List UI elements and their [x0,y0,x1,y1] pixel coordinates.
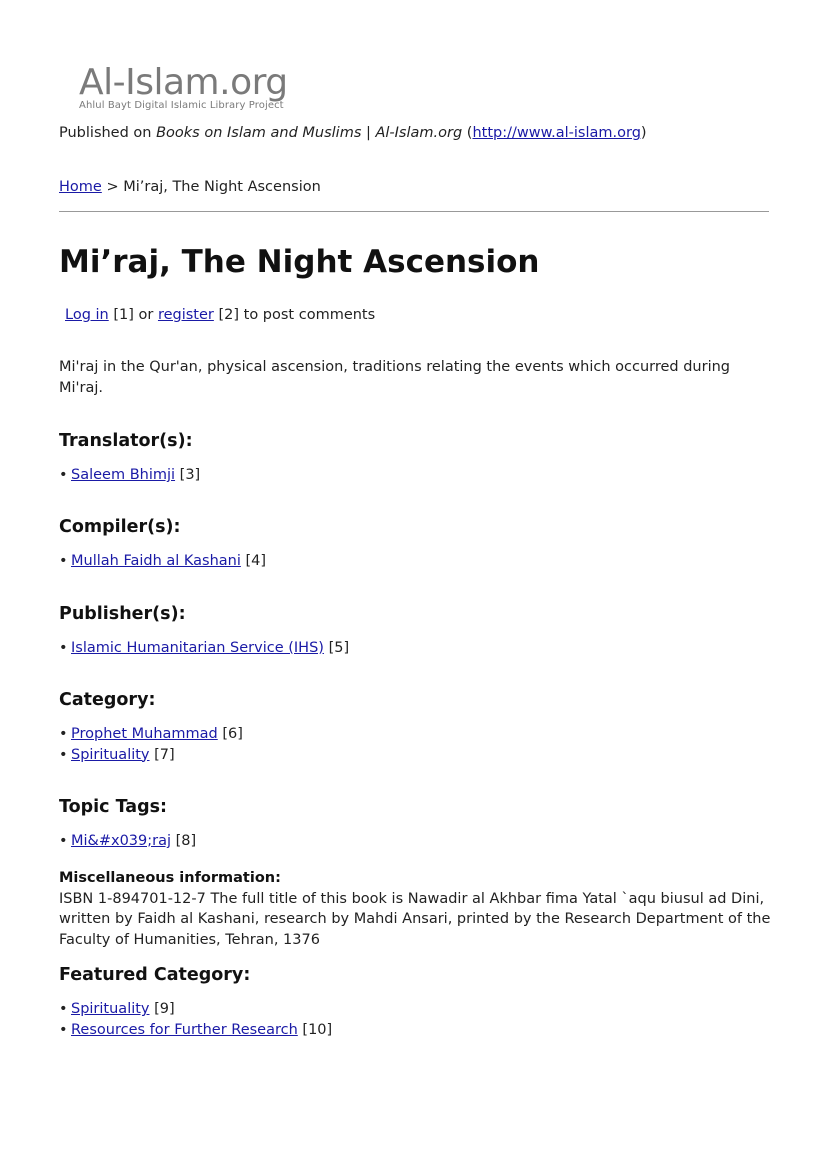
bullet: • [59,833,68,849]
compilers-section [59,517,771,572]
compilers-list [59,551,771,572]
page-title: Mi’raj, The Night Ascension [59,244,540,280]
topic-tags-section [59,797,771,852]
category-section [59,690,771,765]
site-logo[interactable] [79,64,288,111]
featured-link-spirituality[interactable]: Spirituality [71,1001,150,1017]
list-item [59,999,771,1020]
topic-tag-link[interactable]: Mi&#x039;raj [71,833,172,849]
featured-category-section [59,965,771,1040]
bullet: • [59,1001,68,1017]
featured-category-heading: Featured Category: [59,965,251,985]
publishers-section [59,604,771,659]
login-ref: [1] [113,307,134,323]
featured-category-list [59,999,771,1040]
breadcrumb [59,179,321,195]
bullet: • [59,726,68,742]
published-url-link[interactable]: http://www.al-islam.org [472,125,641,141]
list-item [59,1020,771,1041]
list-item [59,724,771,745]
list-item [59,465,771,486]
category-heading: Category: [59,690,156,710]
login-suffix: to post comments [243,307,376,323]
compilers-heading: Compiler(s): [59,517,181,537]
bullet: • [59,1021,68,1038]
header-divider [59,211,769,212]
login-prompt [65,307,375,323]
topic-tags-heading: Topic Tags: [59,797,168,817]
bullet: • [59,746,68,763]
translators-section [59,431,771,486]
list-item [59,551,771,572]
published-prefix: Published on [59,125,152,141]
logo-wordmark: Al-Islam.org [79,62,288,103]
featured-link-resources[interactable]: Resources for Further Research [71,1021,298,1038]
link-ref: [9] [154,1001,175,1017]
register-ref: [2] [218,307,240,323]
link-ref: [5] [328,640,350,656]
logo-tagline: Ahlul Bayt Digital Islamic Library Project [79,100,284,111]
link-ref: [10] [302,1021,333,1038]
list-item [59,638,771,659]
publisher-link[interactable]: Islamic Humanitarian Service (IHS) [71,640,324,656]
publishers-list [59,638,771,659]
published-line: Published on Books on Islam and Muslims | Al-Islam.org (http://www.al-islam.org) [59,125,647,141]
breadcrumb-separator: > [106,179,119,195]
category-link-prophet-muhammad[interactable]: Prophet Muhammad [71,726,218,742]
publishers-heading: Publisher(s): [59,604,186,624]
link-ref: [6] [222,726,243,742]
published-site-name: Books on Islam and Muslims | Al-Islam.org [156,125,463,141]
link-ref: [3] [179,467,201,483]
breadcrumb-home-link[interactable]: Home [59,179,102,195]
book-description: Mi'raj in the Qur'an, physical ascension, traditions relating the events which occurred during Mi'raj. [59,359,731,396]
link-ref: [4] [245,553,267,569]
bullet: • [59,640,68,656]
login-or: or [138,307,154,323]
topic-tags-list [59,831,771,852]
login-link[interactable]: Log in [65,307,109,323]
list-item [59,831,771,852]
register-link[interactable]: register [157,307,214,323]
list-item [59,745,771,766]
link-ref: [7] [154,746,175,763]
bullet: • [59,553,68,569]
misc-label: Miscellaneous information: [59,870,281,886]
compiler-link[interactable]: Mullah Faidh al Kashani [71,553,241,569]
category-link-spirituality[interactable]: Spirituality [71,746,150,763]
misc-information [59,868,771,950]
translators-heading: Translator(s): [59,431,193,451]
category-list [59,724,771,765]
breadcrumb-current: Mi’raj, The Night Ascension [123,179,321,195]
misc-text: ISBN 1-894701-12-7 The full title of this book is Nawadir al Akhbar fima Yatal `aqu biusul ad Dini, written by Faidh al Kashani, research by Mahdi Ansari, printed by the Research Department of the Faculty of Humanities, Tehran, 1376 [59,890,771,948]
translator-link[interactable]: Saleem Bhimji [71,467,176,483]
link-ref: [8] [175,833,197,849]
bullet: • [59,467,68,483]
translators-list [59,465,771,486]
